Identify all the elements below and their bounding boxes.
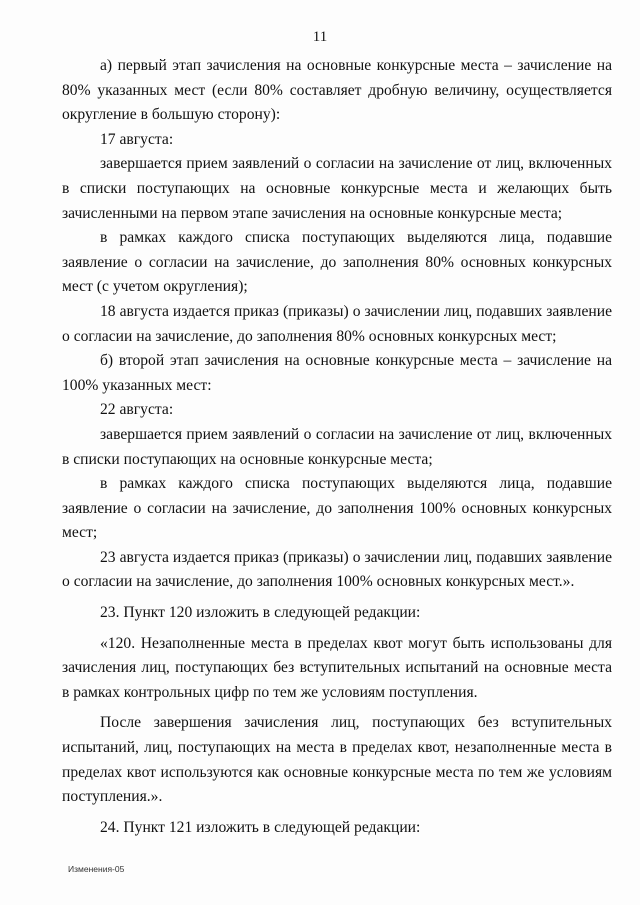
paragraph-selection-100: в рамках каждого списка поступающих выделяются лица, подавшие заявление о согласии на зачисление, до заполнения 100% основных конкурсных мест; [62, 475, 612, 542]
paragraph-applications-end-2: завершается прием заявлений о согласии на зачисление от лиц, включенных в списки поступающих на основные конкурсные места; [62, 425, 612, 468]
page-number: 11 [312, 29, 328, 45]
paragraph-date-aug-17: 17 августа: [100, 130, 174, 148]
paragraph-selection-80: в рамках каждого списка поступающих выделяются лица, подавшие заявление о согласии на зачисление, до заполнения 80% основных конкурсных мест (с учетом округления); [62, 229, 612, 296]
paragraph-after-completion: После завершения зачисления лиц, поступающих без вступительных испытаний, лиц, поступающих на места в пределах квот, незаполненные места в пределах квот используются как основные конкурсные места по тем же условиям поступления.». [62, 714, 612, 806]
paragraph-order-aug-18: 18 августа издается приказ (приказы) о зачислении лиц, подавших заявление о согласии на зачисление, до заполнения 80% основных конкурсных мест; [62, 302, 612, 345]
footer-note: Изменения-05 [68, 864, 125, 874]
paragraph-date-aug-22: 22 августа: [100, 401, 174, 419]
paragraph-stage-1: а) первый этап зачисления на основные конкурсные места – зачисление на 80% указанных мест (если 80% составляет дробную величину, осуществляется округление в большую сторону): [62, 57, 612, 124]
document-body [62, 54, 612, 840]
paragraph-item-23: 23. Пункт 120 изложить в следующей редакции: [100, 604, 421, 622]
paragraph-stage-2: б) второй этап зачисления на основные конкурсные места – зачисление на 100% указанных мест: [62, 352, 612, 394]
paragraph-item-24: 24. Пункт 121 изложить в следующей редакции: [100, 818, 421, 836]
paragraph-clause-120: «120. Незаполненные места в пределах квот могут быть использованы для зачисления лиц, поступающих без вступительных испытаний на основные места в рамках контрольных цифр по тем же условиям поступления. [62, 634, 612, 701]
paragraph-order-aug-23: 23 августа издается приказ (приказы) о зачислении лиц, подавших заявление о согласии на зачисление, до заполнения 100% основных конкурсных мест.». [62, 548, 612, 591]
paragraph-applications-end-1: завершается прием заявлений о согласии на зачисление от лиц, включенных в списки поступающих на основные конкурсные места и желающих быть зачисленными на первом этапе зачисления на основные конкурсные места; [62, 155, 612, 222]
